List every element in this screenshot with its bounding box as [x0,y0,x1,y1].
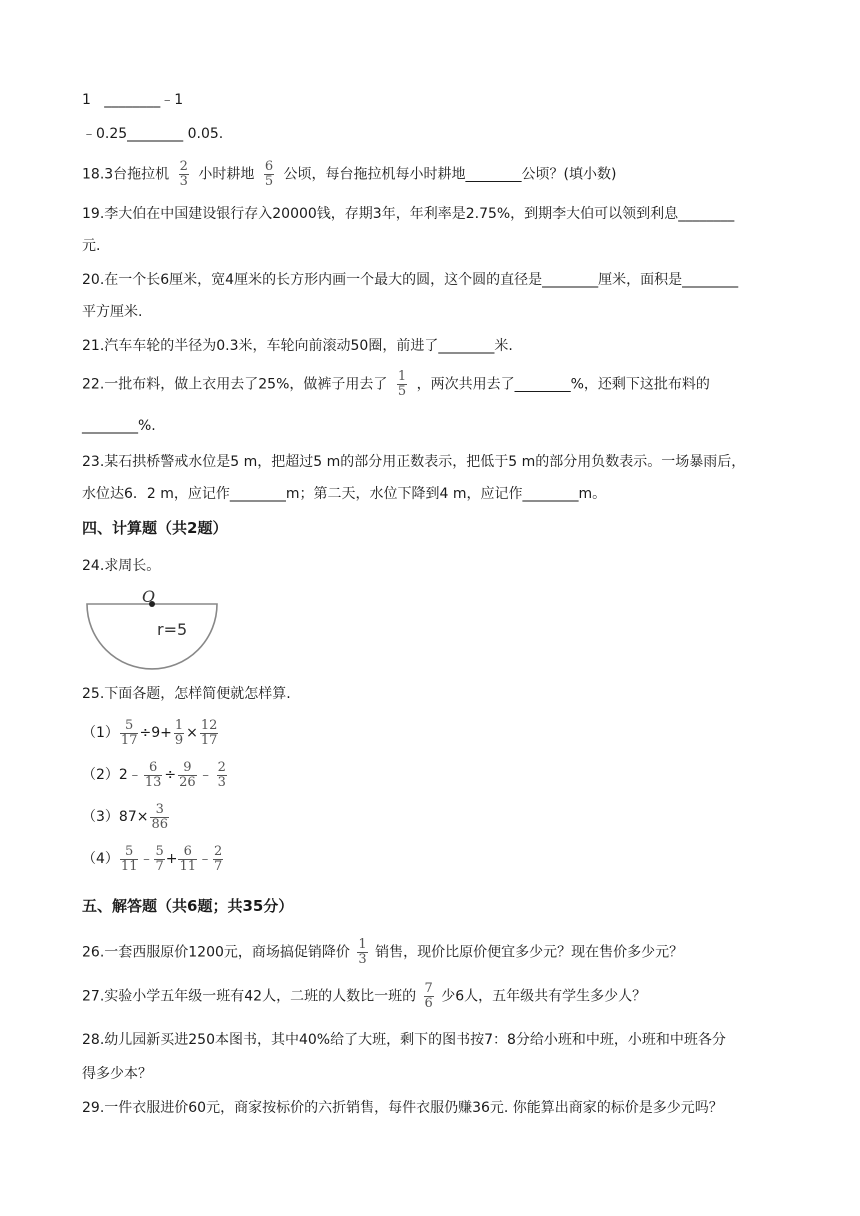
blank: ________ [678,206,735,222]
question-23: 23.某石拱桥警戒水位是5 m，把超过5 m的部分用正数表示，把低于5 m的部分用负数表示。一场暴雨后， [82,454,746,470]
blank: ________ [514,376,571,393]
blank: ________ [465,166,522,183]
question-25-part-3: （3）87× $\frac{3}{86}$ [82,801,168,832]
question-23-cont: 水位达6．2 m，应记作________m；第二天，水位下降到4 m，应记作________m。 [82,486,607,502]
question-19-cont: 元. [82,238,101,254]
fraction: $\frac{2}{3}$ [179,159,188,189]
blank: ________ [438,338,495,354]
question-22: 22.一批布料，做上衣用去了25%，做裤子用去了 $\frac{1}{5}$ ，两次共用去了________%，还剩下这批布料的 [82,369,710,399]
fraction: $\frac{1}{3}$ [358,937,367,967]
question-28-cont: 得多少本？ [82,1066,152,1082]
blank: ________ [522,486,579,502]
line-2: ﹣0.25________ 0.05. [82,126,224,142]
semicircle-figure [84,590,220,674]
question-26: 26.一套西服原价1200元，商场搞促销降价 $\frac{1}{3}$ 销售，现价比原价便宜多少元？现在售价多少元？ [82,937,684,967]
fraction: $\frac{1}{5}$ [397,369,407,399]
blank: ________ [127,126,184,142]
question-24: 24.求周长。 [82,558,161,574]
question-25-part-1: （1） $\frac{5}{17}$ ÷9+ $\frac{1}{9}$ × $\frac{12}{17}$ [82,717,218,748]
question-21: 21.汽车车轮的半径为0.3米，车轮向前滚动50圈，前进了________米. [82,338,513,354]
question-27: 27.实验小学五年级一班有42人，二班的人数比一班的 $\frac{7}{6}$ 少6人，五年级共有学生多少人？ [82,981,647,1011]
line-1: 1 ________﹣1 [82,92,184,108]
question-20: 20.在一个长6厘米，宽4厘米的长方形内画一个最大的圆，这个圆的直径是________厘米，面积是________ [82,272,739,288]
fraction: $\frac{7}{6}$ [424,981,433,1011]
question-25: 25.下面各题，怎样简便就怎样算. [82,686,291,702]
question-18: 18.3台拖拉机 $\frac{2}{3}$ 小时耕地 $\frac{6}{5}$ 公顷，每台拖拉机每小时耕地________公顷？(填小数) [82,159,617,189]
section-heading-4: 四、计算题（共2题） [82,519,228,537]
question-19: 19.李大伯在中国建设银行存入20000钱，存期3年，年利率是2.75%，到期李大伯可以领到利息________ [82,206,735,222]
blank: ________ [229,486,286,502]
question-20-cont: 平方厘米. [82,304,143,320]
center-label: O [142,590,156,606]
fraction: $\frac{6}{5}$ [264,159,274,189]
blank: ________ [104,92,161,108]
question-25-part-4: （4） $\frac{5}{11}$ ﹣ $\frac{5}{7}$ + $\frac{6}{11}$ ﹣ $\frac{2}{7}$ [82,843,223,874]
radius-label: r=5 [157,620,188,639]
question-29: 29.一件衣服进价60元，商家按标价的六折销售，每件衣服仍赚36元. 你能算出商家的标价是多少元吗？ [82,1100,723,1116]
blank: ________ [82,418,138,434]
question-22-cont: ________%. [82,418,156,434]
blank: ________ [542,272,599,288]
question-28: 28.幼儿园新买进250本图书，其中40%给了大班，剩下的图书按7：8分给小班和中班，小班和中班各分 [82,1032,726,1048]
section-heading-5: 五、解答题（共6题；共35分） [82,897,294,915]
question-25-part-2: （2）2﹣ $\frac{6}{13}$ ÷ $\frac{9}{26}$ ﹣ $\frac{2}{3}$ [82,759,226,790]
blank: ________ [682,272,739,288]
